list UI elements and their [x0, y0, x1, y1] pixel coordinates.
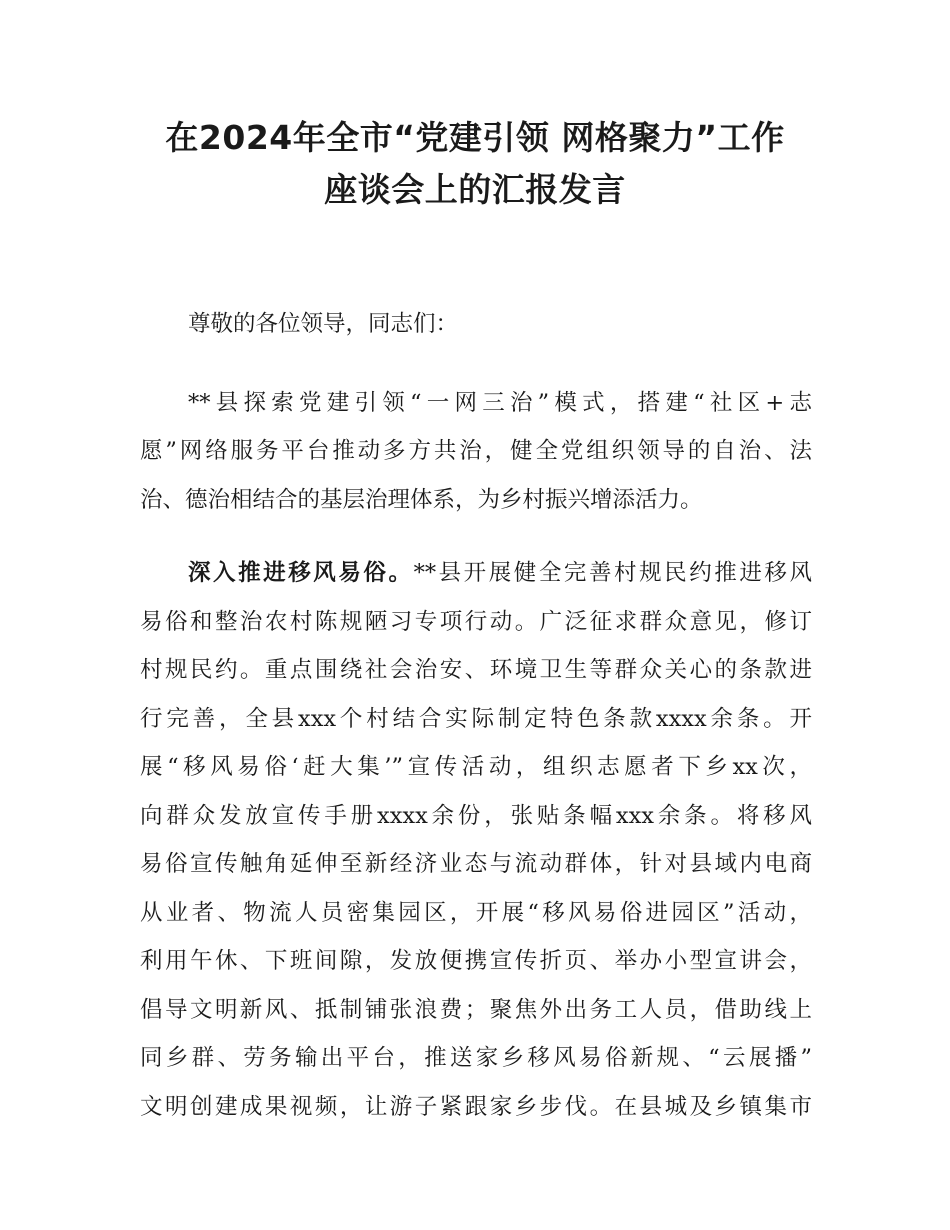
paragraph-line: 行完善，全县xxx个村结合实际制定特色条款xxxx余条。开: [140, 705, 812, 732]
paragraph-line: 同乡群、劳务输出平台，推送家乡移风易俗新规、“云展播”: [140, 1045, 812, 1071]
title-line-2: 座谈会上的汇报发言: [324, 170, 626, 209]
paragraph-line: 村规民约。重点围绕社会治安、环境卫生等群众关心的条款进: [140, 657, 812, 683]
title-line-1: 在2024年全市“党建引领 网格聚力”工作: [165, 118, 785, 157]
greeting: [140, 300, 812, 349]
greeting-text: 尊敬的各位领导，同志们：: [188, 311, 459, 337]
paragraph-line: 倡导文明新风、抵制铺张浪费；聚焦外出务工人员，借助线上: [140, 996, 812, 1023]
paragraph-line: **县探索党建引领“一网三治”模式，搭建“社区+志: [188, 389, 812, 416]
paragraph-line: 文明创建成果视频，让游子紧跟家乡步伐。在县城及乡镇集市: [140, 1093, 812, 1120]
paragraph-line: 易俗和整治农村陈规陋习专项行动。广泛征求群众意见，修订: [140, 608, 812, 635]
paragraph-line: 愿”网络服务平台推动多方共治，健全党组织领导的自治、法: [140, 438, 812, 464]
document-body: [140, 300, 812, 1131]
paragraph-intro: [140, 379, 812, 525]
paragraph-line: 易俗宣传触角延伸至新经济业态与流动群体，针对县域内电商: [140, 851, 812, 877]
paragraph-line: 治、德治相结合的基层治理体系，为乡村振兴增添活力。: [140, 486, 703, 513]
paragraph-customs: [140, 549, 812, 1131]
paragraph-line: 利用午休、下班间隙，发放便携宣传折页、举办小型宣讲会，: [140, 948, 812, 974]
paragraph-line: 从业者、物流人员密集园区，开展“移风易俗进园区”活动，: [140, 899, 812, 926]
section-lead: 深入推进移风易俗。: [188, 560, 414, 586]
paragraph-line: 展“移风易俗‘赶大集’”宣传活动，组织志愿者下乡xx次，: [140, 754, 812, 780]
paragraph-line-with-lead: [140, 549, 812, 598]
paragraph-line: 向群众发放宣传手册xxxx余份，张贴条幅xxx余条。将移风: [140, 802, 812, 829]
document-title: [100, 112, 850, 216]
paragraph-line-text: **县开展健全完善村规民约推进移风: [413, 560, 812, 586]
